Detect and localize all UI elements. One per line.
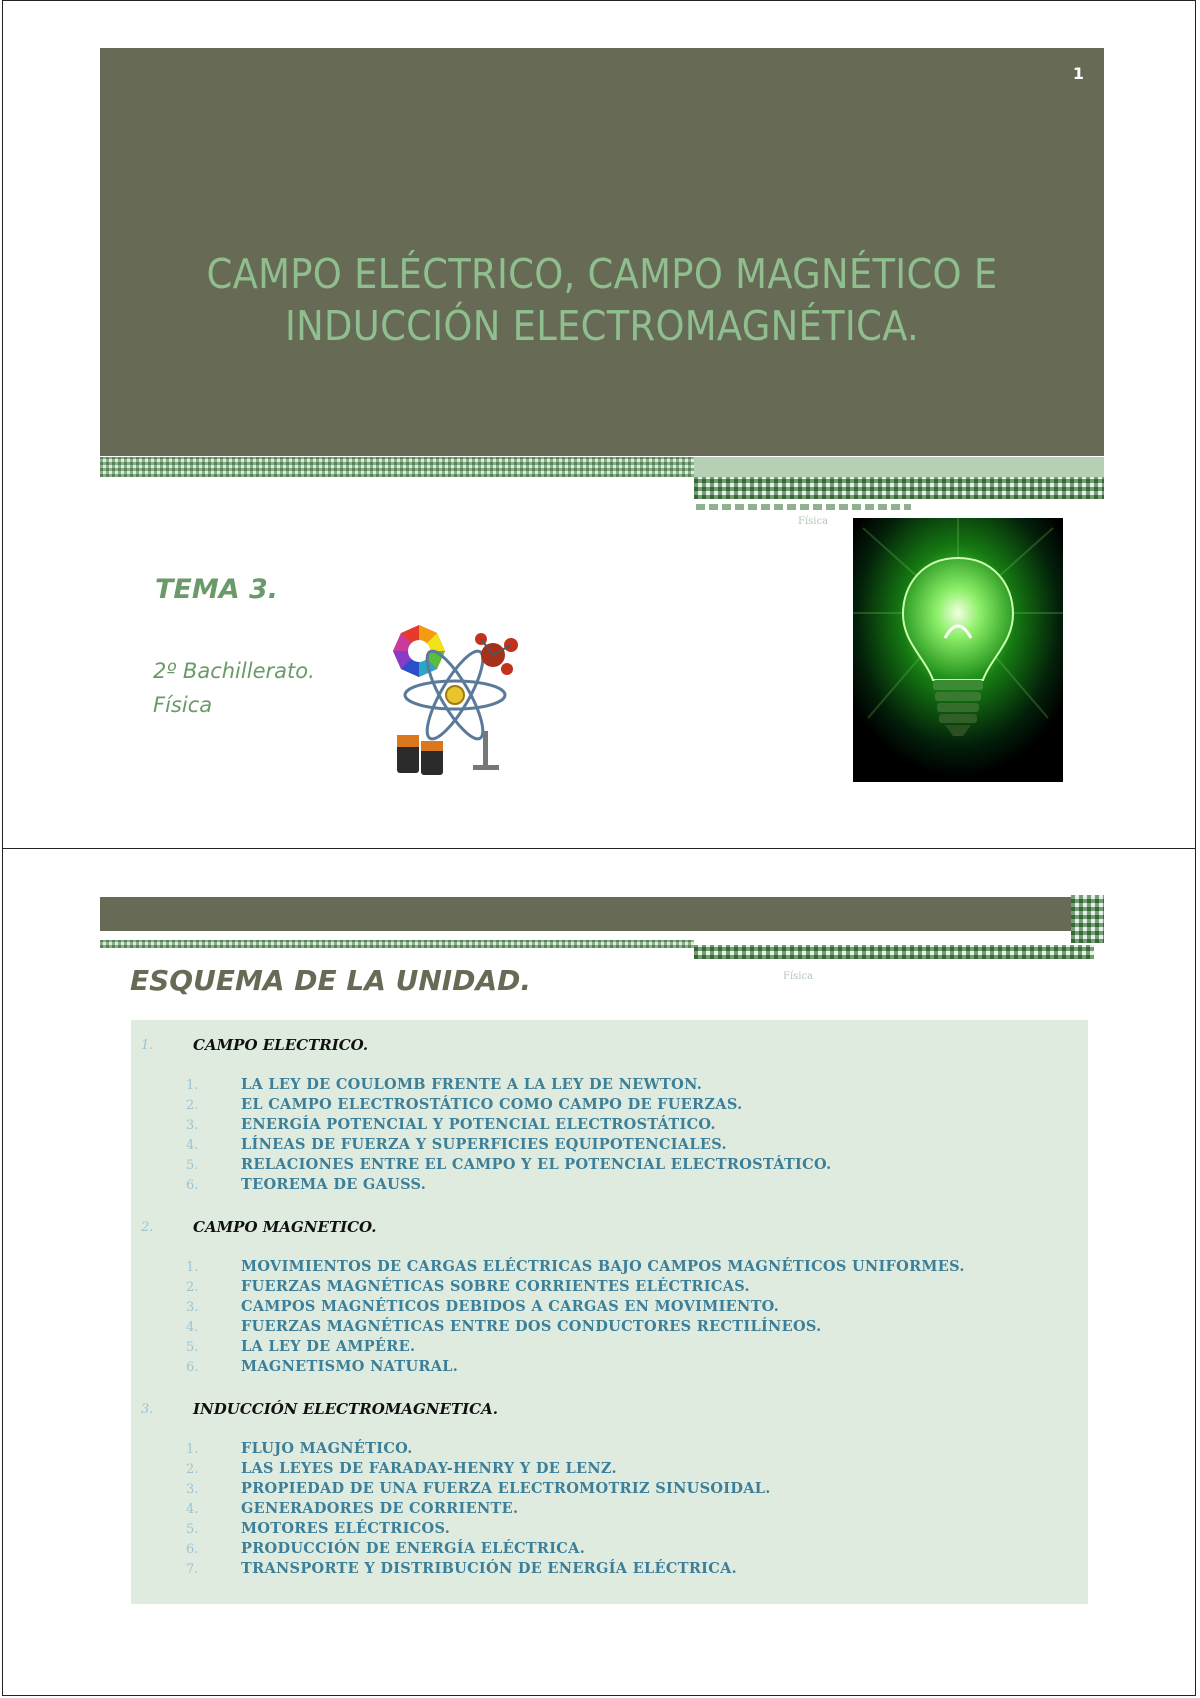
item-number: 1. xyxy=(186,1260,199,1275)
section-title: CAMPO ELECTRICO. xyxy=(193,1036,369,1054)
title-line-2: INDUCCIÓN ELECTROMAGNÉTICA. xyxy=(285,302,919,350)
slide-2 xyxy=(2,848,1196,1696)
slide-1 xyxy=(2,0,1196,849)
tema-heading: TEMA 3. xyxy=(155,574,279,605)
item-number: 5. xyxy=(186,1158,199,1173)
item-number: 3. xyxy=(186,1118,199,1133)
outline-item: MAGNETISMO NATURAL. xyxy=(241,1358,459,1375)
item-number: 4. xyxy=(186,1502,199,1517)
outline-item: FUERZAS MAGNÉTICAS SOBRE CORRIENTES ELÉCTRICAS. xyxy=(241,1278,750,1295)
title-bar xyxy=(100,897,1104,931)
section-number: 1. xyxy=(141,1038,154,1053)
slide-number: 1 xyxy=(1072,64,1084,83)
outline-item: ENERGÍA POTENCIAL Y POTENCIAL ELECTROSTÁTICO. xyxy=(241,1116,716,1133)
course-label: 2º Bachillerato. xyxy=(153,659,315,683)
item-number: 6. xyxy=(186,1360,199,1375)
section-number: 2. xyxy=(141,1220,154,1235)
subject-label: Física xyxy=(153,693,213,717)
outline-item: RELACIONES ENTRE EL CAMPO Y EL POTENCIAL ELECTROSTÁTICO. xyxy=(241,1156,832,1173)
outline-item: FLUJO MAGNÉTICO. xyxy=(241,1440,413,1457)
outline-item: FUERZAS MAGNÉTICAS ENTRE DOS CONDUCTORES RECTILÍNEOS. xyxy=(241,1318,822,1335)
outline-item: PRODUCCIÓN DE ENERGÍA ELÉCTRICA. xyxy=(241,1540,586,1557)
outline-box xyxy=(131,1020,1088,1604)
item-number: 1. xyxy=(186,1442,199,1457)
science-clipart-icon xyxy=(391,623,523,779)
outline-item: LÍNEAS DE FUERZA Y SUPERFICIES EQUIPOTENCIALES. xyxy=(241,1136,727,1153)
title-banner xyxy=(100,48,1104,456)
light-bulb-image xyxy=(853,518,1063,782)
item-number: 5. xyxy=(186,1522,199,1537)
outline-item: GENERADORES DE CORRIENTE. xyxy=(241,1500,519,1517)
outline-item: CAMPOS MAGNÉTICOS DEBIDOS A CARGAS EN MOVIMIENTO. xyxy=(241,1298,780,1315)
item-number: 3. xyxy=(186,1482,199,1497)
item-number: 4. xyxy=(186,1320,199,1335)
outline-item: TEOREMA DE GAUSS. xyxy=(241,1176,427,1193)
section-title: INDUCCIÓN ELECTROMAGNETICA. xyxy=(193,1400,498,1418)
decorative-band-left xyxy=(100,940,694,948)
decorative-checker-band xyxy=(694,945,1094,959)
corner-checker-band xyxy=(1071,895,1104,943)
outline-item: PROPIEDAD DE UNA FUERZA ELECTROMOTRIZ SINUSOIDAL. xyxy=(241,1480,771,1497)
section-title: CAMPO MAGNETICO. xyxy=(193,1218,377,1236)
slide-title: ESQUEMA DE LA UNIDAD. xyxy=(130,964,531,997)
item-number: 5. xyxy=(186,1340,199,1355)
presentation-title xyxy=(100,248,1104,352)
item-number: 6. xyxy=(186,1542,199,1557)
item-number: 2. xyxy=(186,1280,199,1295)
item-number: 1. xyxy=(186,1078,199,1093)
title-line-1: CAMPO ELÉCTRICO, CAMPO MAGNÉTICO E xyxy=(206,250,998,298)
item-number: 7. xyxy=(186,1562,199,1577)
outline-item: TRANSPORTE Y DISTRIBUCIÓN DE ENERGÍA ELÉCTRICA. xyxy=(241,1560,737,1577)
decorative-band-right xyxy=(694,457,1104,477)
item-number: 3. xyxy=(186,1300,199,1315)
decorative-band-left xyxy=(100,457,694,477)
outline-item: MOVIMIENTOS DE CARGAS ELÉCTRICAS BAJO CAMPOS MAGNÉTICOS UNIFORMES. xyxy=(241,1258,965,1275)
outline-item: LA LEY DE COULOMB FRENTE A LA LEY DE NEWTON. xyxy=(241,1076,703,1093)
item-number: 4. xyxy=(186,1138,199,1153)
decorative-checker-band xyxy=(694,477,1104,499)
decorative-dash-band xyxy=(696,504,911,510)
outline-item: EL CAMPO ELECTROSTÁTICO COMO CAMPO DE FUERZAS. xyxy=(241,1096,743,1113)
footer-label: Física xyxy=(798,516,829,527)
item-number: 6. xyxy=(186,1178,199,1193)
item-number: 2. xyxy=(186,1098,199,1113)
outline-item: LAS LEYES DE FARADAY-HENRY Y DE LENZ. xyxy=(241,1460,617,1477)
outline-item: LA LEY DE AMPÉRE. xyxy=(241,1338,416,1355)
outline-item: MOTORES ELÉCTRICOS. xyxy=(241,1520,451,1537)
section-number: 3. xyxy=(141,1402,154,1417)
footer-label: Física xyxy=(783,971,814,982)
item-number: 2. xyxy=(186,1462,199,1477)
